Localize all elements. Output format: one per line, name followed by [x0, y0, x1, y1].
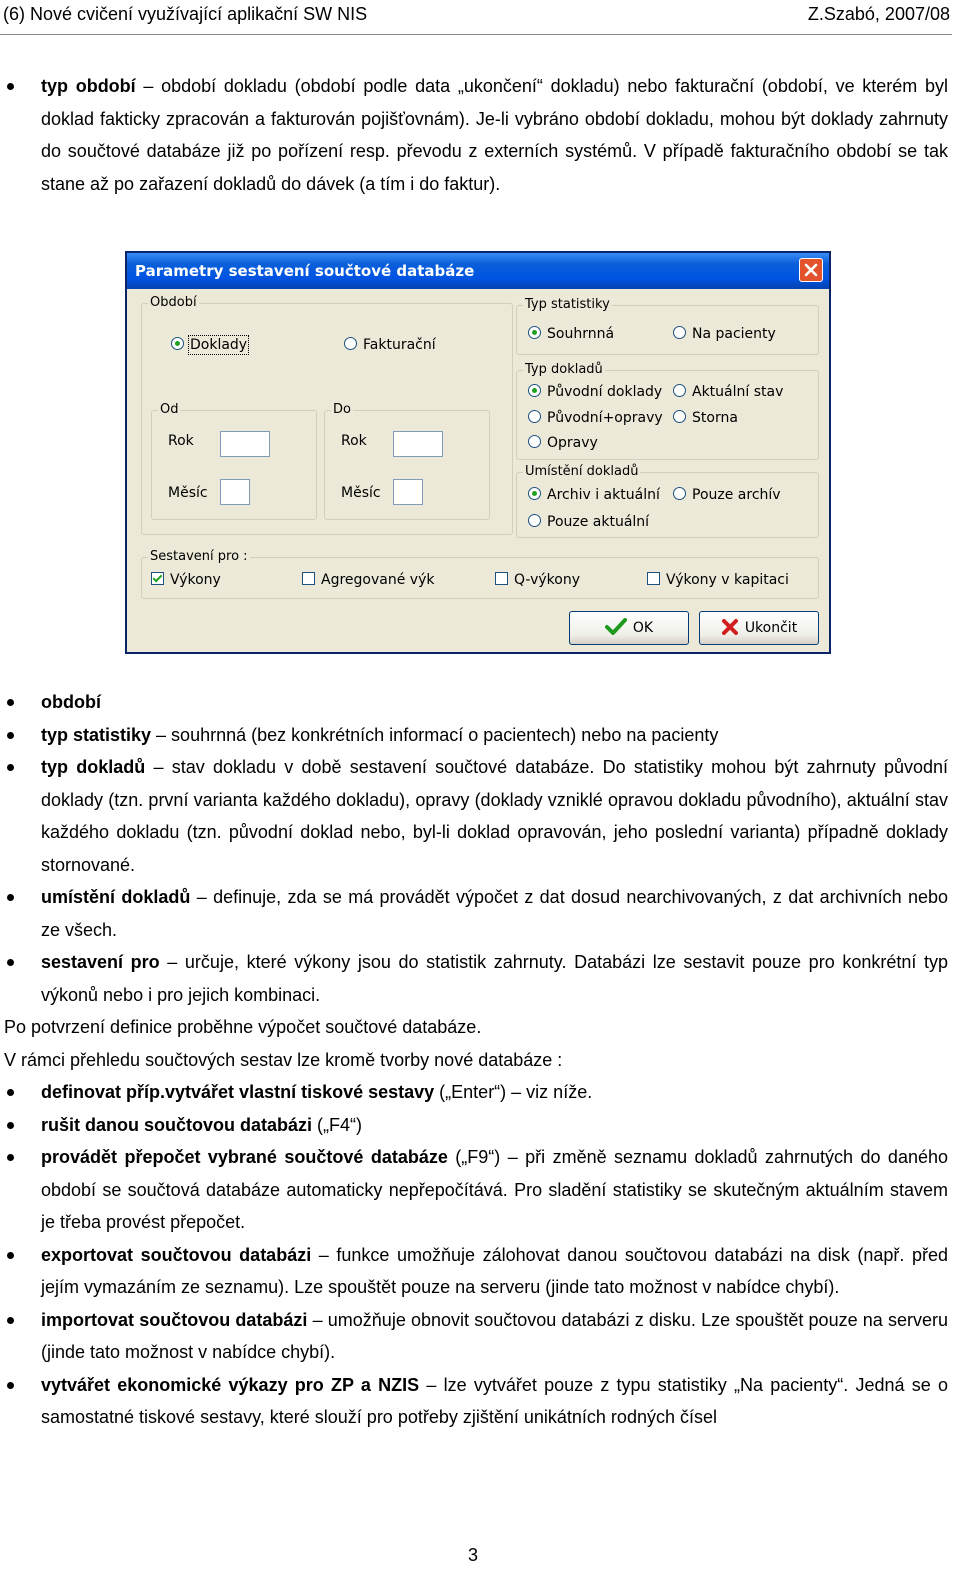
close-icon: [803, 262, 819, 278]
radio-label: Souhrnná: [547, 326, 615, 342]
radio-label: Původní doklady: [547, 384, 663, 400]
radio-storna[interactable]: [673, 409, 738, 427]
radio-label: Doklady: [190, 337, 248, 353]
list-item: [4, 719, 948, 752]
list-term: definovat příp.vytvářet vlastní tiskové sestavy: [41, 1082, 435, 1102]
checkbox-agregovane[interactable]: [302, 571, 434, 589]
radio-pouze-aktualni[interactable]: [528, 513, 649, 531]
list-text: – umožňuje obnovit součtovou databázi z disku. Lze spouštět pouze na serveru (jinde tato možnost v nabídce chybí).: [41, 1309, 948, 1362]
group-sestaveni-pro: [141, 549, 819, 599]
checkbox-indicator: [495, 572, 508, 585]
paragraph-confirm: Po potvrzení definice proběhne výpočet součtové databáze.: [4, 1017, 482, 1037]
label-mesic: Měsíc: [168, 485, 208, 501]
list-term: exportovat součtovou databázi: [41, 1244, 312, 1265]
group-umisteni-title: Umístění dokladů: [525, 464, 639, 479]
dialog-window: [125, 251, 831, 654]
radio-indicator: [344, 337, 357, 350]
list-text: („Enter“) – viz níže.: [434, 1082, 593, 1102]
list-text: („F9“) – při změně seznamu dokladů zahrnutých do daného období se součtová databáze automaticky nepřepočítává. Pro sladění statistiky se skutečným aktuálním stavem je třeba provést přepočet.: [41, 1147, 948, 1232]
ok-button-label: OK: [632, 620, 654, 636]
list-term: období: [41, 692, 101, 712]
cross-icon: [721, 618, 739, 636]
radio-indicator: [673, 410, 686, 423]
checkmark-icon: [605, 618, 627, 636]
intro-section: [4, 70, 948, 200]
dialog-title: Parametry sestavení součtové databáze: [135, 262, 475, 280]
dialog-titlebar: [127, 253, 829, 289]
radio-indicator: [528, 514, 541, 527]
list-item: [4, 70, 948, 200]
checkbox-q-vykony[interactable]: [495, 571, 580, 589]
list-text: – souhrnná (bez konkrétních informací o pacientech) nebo na pacienty: [151, 724, 719, 745]
list-term: typ období: [41, 76, 136, 96]
radio-na-pacienty[interactable]: [673, 325, 776, 343]
checkbox-indicator: [647, 572, 660, 585]
radio-indicator: [673, 384, 686, 397]
checkbox-indicator: [151, 572, 164, 585]
bullet-section: [4, 686, 948, 1434]
radio-indicator: [528, 326, 541, 339]
group-do-title: Do: [333, 402, 351, 417]
radio-indicator: [673, 326, 686, 339]
label-rok: Rok: [341, 433, 367, 449]
radio-label: Pouze aktuální: [547, 514, 650, 530]
list-term: sestavení pro: [41, 952, 160, 972]
list-item: [4, 1304, 948, 1369]
ok-button[interactable]: [569, 611, 689, 645]
list-item: [4, 881, 948, 946]
group-od-title: Od: [160, 402, 179, 417]
radio-indicator: [528, 410, 541, 423]
ukoncit-button-label: Ukončit: [744, 620, 798, 636]
group-typ-dokladu: [516, 362, 819, 460]
radio-label: Storna: [692, 410, 738, 426]
radio-pouze-archiv[interactable]: [673, 486, 781, 504]
checkbox-kapitaci[interactable]: [647, 571, 789, 589]
radio-label: Archiv i aktuální: [547, 487, 660, 503]
radio-puvodni-opravy[interactable]: [528, 409, 663, 427]
list-term: provádět přepočet vybrané součtové databáze: [41, 1147, 448, 1167]
radio-aktualni-stav[interactable]: [673, 383, 783, 401]
radio-indicator: [528, 384, 541, 397]
radio-label: Fakturační: [363, 337, 436, 353]
list-text: – funkce umožňuje zálohovat danou součtovou databázi na disk (např. před jejím vymazáním ze seznamu). Lze spouštět pouze na serveru (jinde tato možnost v nabídce chybí).: [41, 1244, 949, 1297]
list-term: vytvářet ekonomické výkazy pro ZP a NZIS: [41, 1374, 420, 1395]
group-od: [151, 402, 317, 520]
paragraph-overview: V rámci přehledu součtových sestav lze kromě tvorby nové databáze :: [4, 1049, 563, 1070]
list-item: [4, 686, 948, 719]
od-rok-input[interactable]: [220, 431, 270, 457]
checkbox-label: Výkony: [170, 572, 221, 588]
list-text: – určuje, které výkony jsou do statistik zahrnuty. Databázi lze sestavit pouze pro konkrétní typ výkonů nebo i pro jejich kombinaci.: [41, 952, 948, 1005]
list-item: [4, 1141, 948, 1239]
do-mesic-input[interactable]: [393, 479, 423, 505]
checkbox-label: Výkony v kapitaci: [666, 572, 789, 588]
list-item: [4, 1369, 948, 1434]
group-typ-statistiky-title: Typ statistiky: [525, 297, 610, 312]
list-item: [4, 751, 948, 881]
od-mesic-input[interactable]: [220, 479, 250, 505]
list-item: [4, 1239, 948, 1304]
radio-label: Na pacienty: [692, 326, 776, 342]
list-text: – období dokladu (období podle data „ukončení“ dokladu) nebo fakturační (období, ve kterém byl doklad fakticky zpracován a fakturován pojišťovnám). Je-li vybráno období dokladu, mohou být doklady zahrnuty do součtové databáze již po pořízení resp. převodu z externích systémů. V případě fakturačního období se tak stane až po zařazení dokladů do dávek (a tím i do faktur).: [41, 76, 948, 194]
list-text: („F4“): [312, 1114, 363, 1135]
list-term: importovat součtovou databázi: [41, 1309, 308, 1330]
ukoncit-button[interactable]: [699, 611, 819, 645]
group-typ-dokladu-title: Typ dokladů: [525, 362, 603, 377]
list-term: typ dokladů: [41, 757, 146, 777]
list-term: umístění dokladů: [41, 887, 191, 907]
page-number: 3: [468, 1545, 479, 1565]
radio-label: Opravy: [547, 435, 598, 451]
radio-opravy[interactable]: [528, 434, 598, 452]
list-term: rušit danou součtovou databázi: [41, 1114, 313, 1135]
radio-indicator: [528, 487, 541, 500]
group-sestaveni-title: Sestavení pro :: [150, 549, 248, 564]
checkbox-label: Q-výkony: [514, 572, 580, 588]
list-item: [4, 1109, 948, 1142]
radio-label: Původní+opravy: [547, 410, 663, 426]
checkbox-indicator: [302, 572, 315, 585]
list-text: – definuje, zda se má provádět výpočet z dat dosud nearchivovaných, z dat archivních nebo ze všech.: [41, 887, 948, 940]
radio-puvodni-doklady[interactable]: [528, 383, 662, 401]
list-text: – stav dokladu v době sestavení součtové databáze. Do statistiky mohou být zahrnuty původní doklady (tzn. první varianta každého dokladu), opravy (doklady vzniklé opravou dokladu původního), aktuální stav každého dokladu (tzn. původní doklad nebo, byl-li doklad opravován, jeho poslední varianta) případně doklady stornované.: [41, 757, 948, 875]
list-item: [4, 1076, 948, 1109]
list-item: [4, 946, 948, 1011]
group-typ-statistiky: [516, 297, 819, 355]
radio-label: Aktuální stav: [692, 384, 784, 400]
close-button[interactable]: [799, 258, 823, 282]
header-rule: [0, 34, 952, 35]
radio-fakturacni[interactable]: [344, 336, 436, 354]
do-rok-input[interactable]: [393, 431, 443, 457]
checkbox-label: Agregované výk: [321, 572, 435, 588]
checkbox-vykony[interactable]: [151, 571, 221, 589]
header-right: Z.Szabó, 2007/08: [807, 4, 950, 24]
radio-indicator: [528, 435, 541, 448]
list-term: typ statistiky: [41, 724, 152, 745]
radio-indicator: [673, 487, 686, 500]
group-obdobi-title: Období: [150, 295, 197, 310]
group-umisteni-dokladu: [516, 464, 819, 538]
radio-souhrnna[interactable]: [528, 325, 614, 343]
radio-doklady[interactable]: [171, 336, 247, 354]
radio-archiv-aktualni[interactable]: [528, 486, 660, 504]
header-left: (6) Nové cvičení využívající aplikační SW NIS: [3, 4, 368, 24]
label-rok: Rok: [168, 433, 194, 449]
radio-indicator: [171, 337, 184, 350]
page-header: [0, 2, 950, 30]
label-mesic: Měsíc: [341, 485, 381, 501]
group-obdobi: [141, 295, 513, 535]
radio-label: Pouze archív: [692, 487, 781, 503]
group-do: [324, 402, 490, 520]
list-text: – lze vytvářet pouze z typu statistiky „Na pacienty“. Jedná se o samostatné tiskové sestavy, které slouží pro potřeby zjištění unikátních rodných čísel: [41, 1374, 949, 1427]
